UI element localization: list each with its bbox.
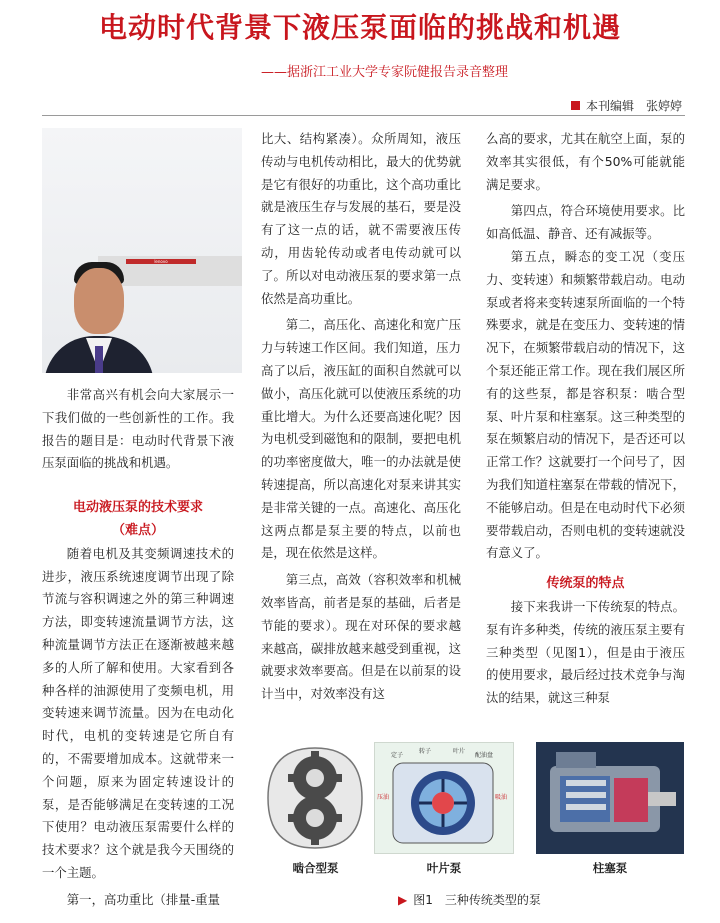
paragraph: 随着电机及其变频调速技术的进步，液压系统速度调节出现了除节流与容积调速之外的第三种调速方法，即变转速流量调节方法，这种流量调节方法正在逐渐被越来越多的人所了解和使用。大家看到各种各样的油源使用了变频电机，用变转速来调节流量。因为在电动化时代，电机的变转速是它所自有的，不需要增加成本。这就带来一个问题，原来为固定转速设计的泵，是否能够满足在变转速的工况下使用？电动液压泵需要什么样的技术要求？这个就是我今天围绕的一个主题。 (42, 545, 234, 880)
gear-pump-caption: 啮合型泵 (292, 861, 339, 875)
editor-name: 本刊编辑 张婷婷 (585, 99, 682, 113)
paragraph: 接下来我讲一下传统泵的特点。泵有许多种类，传统的液压泵主要有三种类型（见图1），但是由于液压的使用要求，最后经过技术竞争与淘汰的结果，就这三种泵 (486, 598, 685, 706)
article-subtitle: ——据浙江工业大学专家阮健报告录音整理 (260, 65, 508, 80)
figure-caption-text: 图1 三种传统类型的泵 (413, 893, 541, 907)
section-heading-traditional: 传统泵的特点 (546, 576, 625, 592)
figure-caption (398, 891, 541, 908)
paragraph: 第五点，瞬态的变工况（变压力、变转速）和频繁带载启动。电动泵或者将来变转速泵所面临的一个特殊要求，就是在变压力、变转速的情况下，在频繁带载启动的情况下，这个泵还能正常工作。现在我们展区所有的这些泵，都是容积泵：啮合型泵、叶片泵和柱塞泵。这三种类型的泵在频繁启动的情况下，是否还可以正常工作？这就要打一个问号了，因为我们知道柱塞泵在带载的情况下，不能够启动。但是在电动时代下必须要带载启动，否则电机的变转速就没有意义了。 (486, 248, 685, 561)
section-heading-difficulty: （难点） (111, 522, 164, 538)
paragraph: 第四点，符合环境使用要求。比如高低温、静音、还有减振等。 (486, 203, 685, 242)
vane-label-plate: 配油盘 (475, 752, 494, 759)
vane-pump-image (374, 742, 514, 854)
vane-label-out: 压油 (377, 794, 390, 801)
vane-label-stator: 定子 (391, 752, 404, 759)
gear-pump-icon (262, 742, 369, 854)
column-1 (42, 384, 234, 912)
editor-byline (571, 97, 682, 114)
paragraph: 第一，高功重比（排量-重量 (66, 891, 220, 907)
speaker-photo (42, 128, 242, 373)
column-3 (486, 128, 685, 710)
vane-label-in: 吸油 (495, 794, 508, 801)
gear-pump-image (262, 742, 369, 854)
article-title: 电动时代背景下液压泵面临的挑战和机遇 (98, 11, 621, 44)
section-heading-tech: 电动液压泵的技术要求 (72, 500, 203, 516)
vane-pump-caption: 叶片泵 (426, 861, 462, 875)
paragraph: 第三点，高效（容积效率和机械效率皆高，前者是泵的基础，后者是节能的要求）。现在对环保的要求越来越高，碳排放越来越受到重视，这就要求效率要高。但是在以前泵的设计当中，对效率没有这 (261, 572, 461, 702)
vane-pump-icon (375, 743, 513, 853)
photo-tie (95, 346, 103, 373)
piston-pump-caption: 柱塞泵 (592, 861, 628, 875)
photo-screen-brand (126, 259, 196, 264)
intro-paragraph: 非常高兴有机会向大家展示一下我们做的一些创新性的工作。我报告的题目是：电动时代背景下液压泵面临的挑战和机遇。 (42, 387, 234, 471)
caption-arrow-icon: ▶ (398, 893, 408, 907)
divider (42, 115, 685, 116)
paragraph: 比大、结构紧凑）。众所周知，液压传动与电机传动相比，最大的优势就是它有很好的功重比，这个高功重比就是液压生存与发展的基石，要是没有了这一点的话，就不需要液压传动，用齿轮传动或者电传动就可以了。所以对电动液压泵的要求第一点依然是高功重比。 (261, 131, 461, 306)
photo-face (74, 268, 124, 334)
vane-label-blade: 叶片 (453, 748, 466, 755)
vane-label-rotor: 转子 (419, 748, 432, 755)
photo-brand-text: lenovo (154, 259, 168, 264)
paragraph: 第二，高压化、高速化和宽广压力与转速工作区间。我们知道，压力高了以后，液压缸的面积自然就可以做小，高压化就可以使液压系统的功重比增大。为什么还要高速化呢？因为电机受到磁饱和的限制，要把电机的功率密度做大，唯一的办法就是使转速提高，所以高速化对泵来讲其实是非常关键的一点。高速化、高压化这两点都是泵主要的特点，以前也是，现在依然是这样。 (261, 317, 461, 561)
bullet-square-icon (571, 101, 580, 110)
paragraph: 么高的要求，尤其在航空上面，泵的效率其实很低，有个50%可能就能满足要求。 (486, 131, 685, 192)
piston-pump-image (536, 742, 684, 854)
column-2 (261, 128, 461, 706)
piston-pump-icon (536, 742, 684, 854)
